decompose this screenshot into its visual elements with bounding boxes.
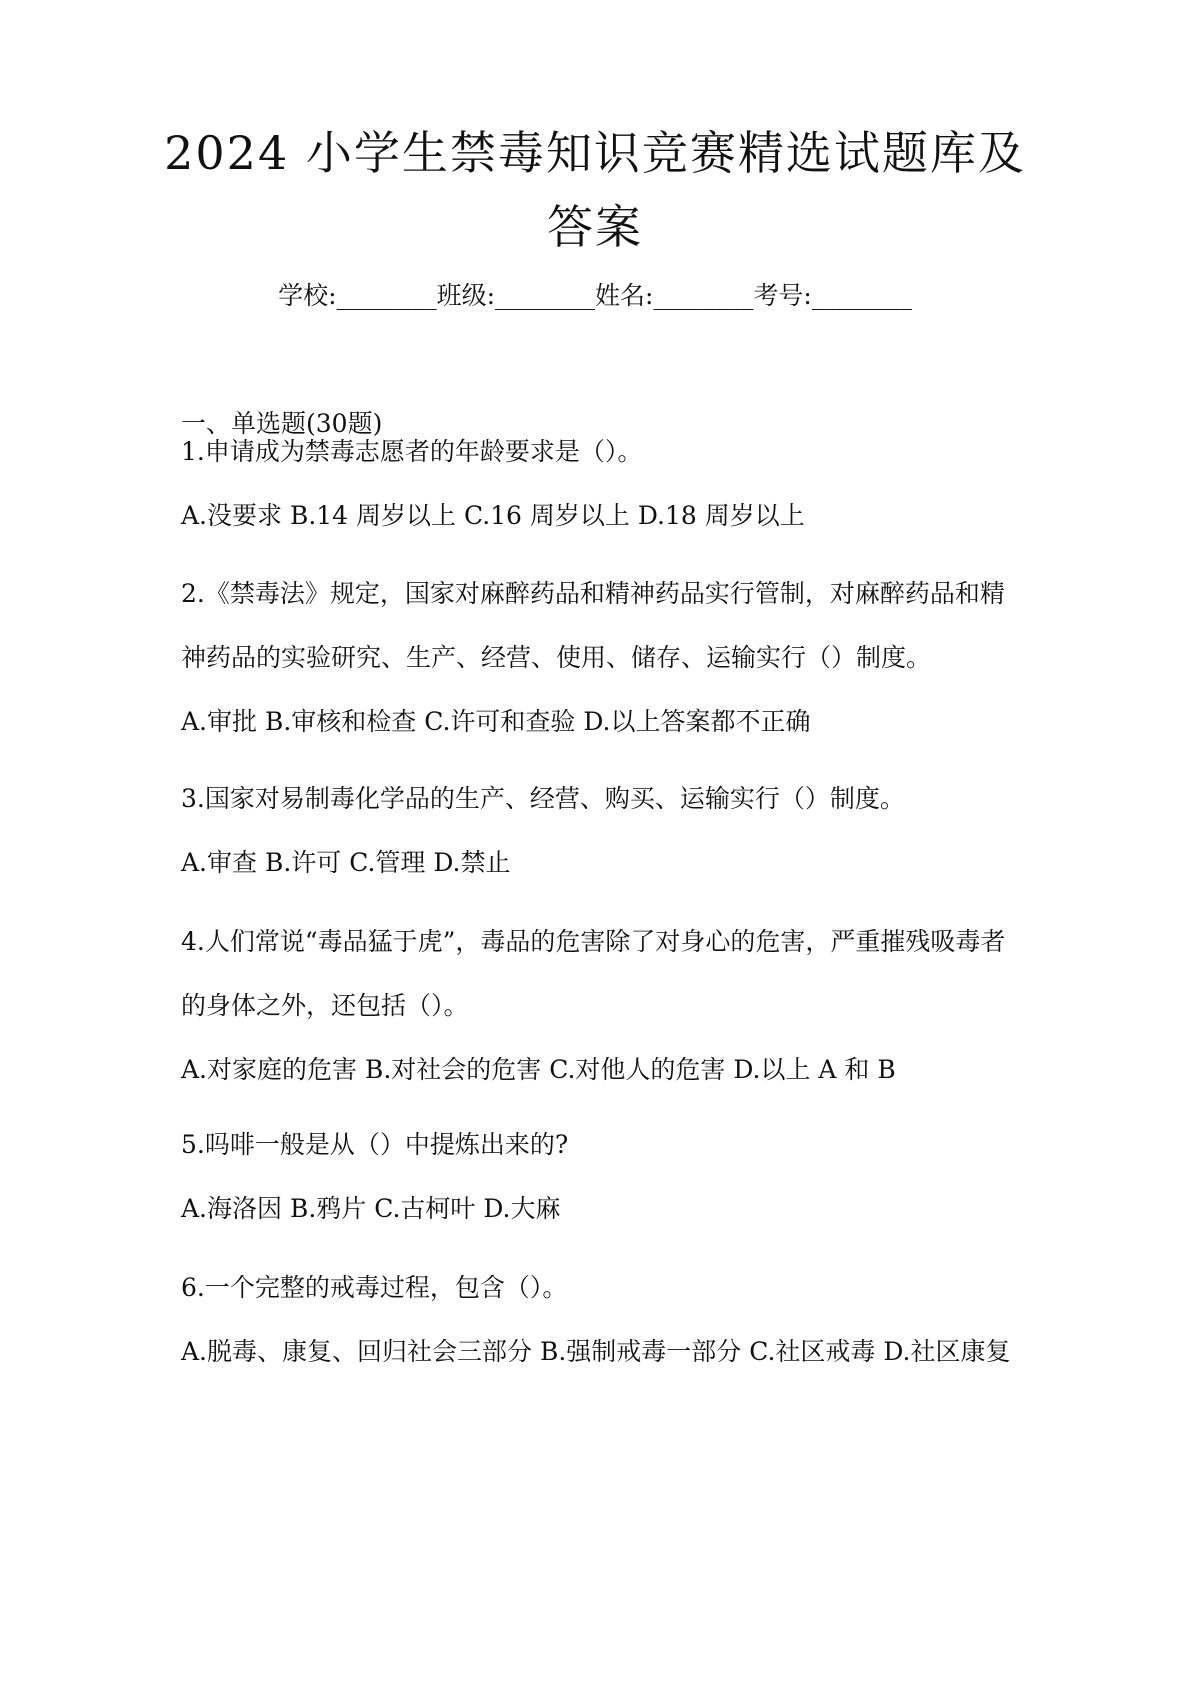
- question-3: [181, 767, 1021, 895]
- question-options: A.对家庭的危害 B.对社会的危害 C.对他人的危害 D.以上 A 和 B: [181, 1055, 896, 1084]
- student-info-line: 学校:________班级:________姓名:________考号:________: [278, 281, 912, 310]
- question-stem: 3.国家对易制毒化学品的生产、经营、购买、运输实行（）制度。: [181, 784, 905, 813]
- question-4: [181, 910, 1021, 1102]
- question-5: [181, 1113, 1021, 1241]
- question-1: [181, 420, 1021, 548]
- section-heading: 一、单选题(30题): [181, 409, 383, 438]
- question-6: [181, 1256, 1021, 1384]
- question-options: A.没要求 B.14 周岁以上 C.16 周岁以上 D.18 周岁以上: [181, 501, 805, 530]
- question-stem: 2.《禁毒法》规定，国家对麻醉药品和精神药品实行管制，对麻醉药品和精神药品的实验研究、生产、经营、使用、储存、运输实行（）制度。: [181, 579, 1005, 672]
- question-stem: 6.一个完整的戒毒过程，包含（）。: [181, 1273, 568, 1302]
- question-options: A.审查 B.许可 C.管理 D.禁止: [181, 848, 511, 877]
- question-stem: 1.申请成为禁毒志愿者的年龄要求是（）。: [181, 437, 643, 466]
- question-options: A.审批 B.审核和检查 C.许可和查验 D.以上答案都不正确: [181, 707, 811, 736]
- question-options: A.海洛因 B.鸦片 C.古柯叶 D.大麻: [181, 1194, 561, 1223]
- question-stem: 5.吗啡一般是从（）中提炼出来的?: [181, 1130, 569, 1159]
- question-options: A.脱毒、康复、回归社会三部分 B.强制戒毒一部分 C.社区戒毒 D.社区康复: [181, 1337, 1011, 1366]
- document-title: 2024 小学生禁毒知识竞赛精选试题库及答案: [164, 126, 1026, 254]
- question-2: [181, 562, 1021, 754]
- question-stem: 4.人们常说“毒品猛于虎”，毒品的危害除了对身心的危害，严重摧残吸毒者的身体之外，还包括（）。: [181, 927, 1006, 1020]
